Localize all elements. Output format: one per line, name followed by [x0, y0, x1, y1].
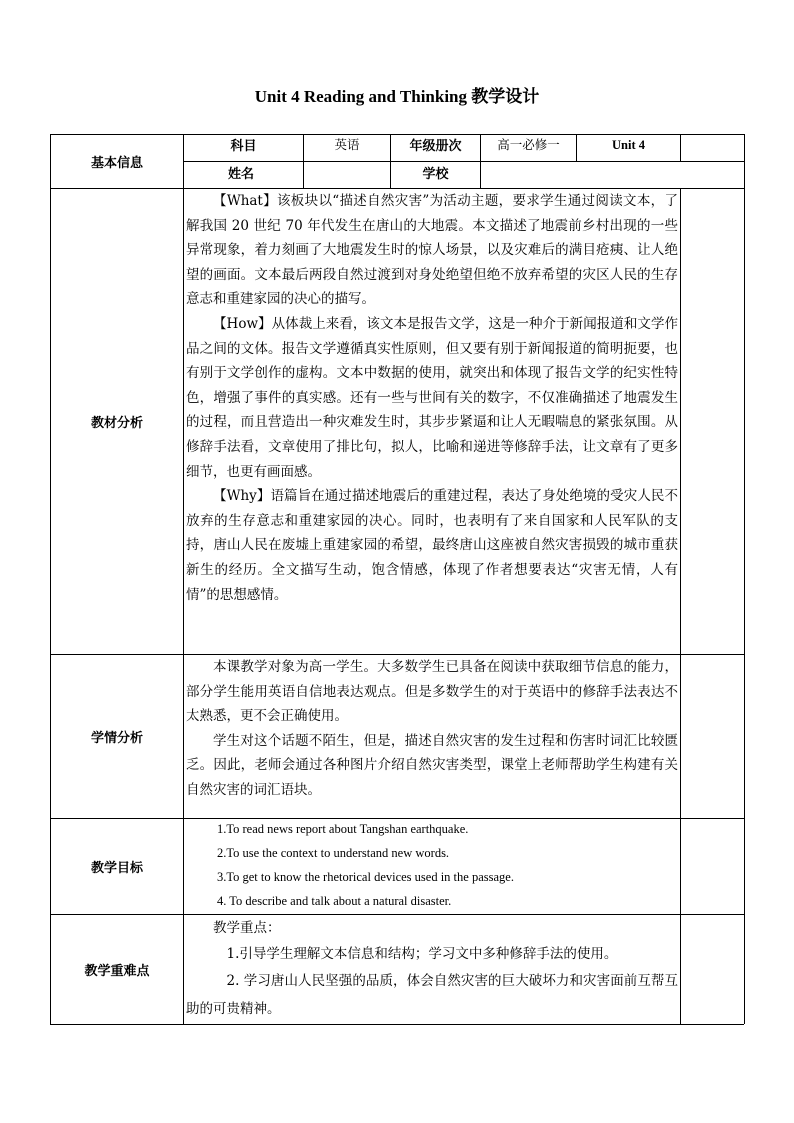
name-label: 姓名 [228, 166, 255, 182]
key-point-item: 1.引导学生理解文本信息和结构；学习文中多种修辞手法的使用。 [226, 946, 618, 962]
analysis-why-paragraph: 【Why】语篇旨在通过描述地震后的重建过程，表达了身处绝境的受灾人民不放弃的生存意志和重建家园的决心。同时，也表明有了来自国家和人民军队的支持，唐山人民在废墟上重建家园的希望，最终唐山这座被自然灾害损毁的城市重获新生的经历。全文描写生动，饱含情感，体现了作者想要表达“灾害无情，人有情”的思想感情。 [186, 488, 678, 603]
objective-item: 2.To use the context to understand new words. [217, 846, 450, 860]
page-title: Unit 4 Reading and Thinking 教学设计 [254, 87, 540, 106]
students-paragraph-2: 学生对这个话题不陌生，但是，描述自然灾害的发生过程和伤害时词汇比较匮乏。因此，老师会通过各种图片介绍自然灾害类型，课堂上老师帮助学生构建有关自然灾害的词汇语块。 [186, 732, 678, 798]
key-points-label: 教学重难点 [84, 964, 150, 979]
students-paragraph-1: 本课教学对象为高一学生。大多数学生已具备在阅读中获取细节信息的能力，部分学生能用英语自信地表达观点。但是多数学生的对于英语中的修辞手法表达不太熟悉，更不会正确使用。 [186, 659, 678, 725]
students-label: 学情分析 [90, 731, 143, 746]
objective-item: 3.To get to know the rhetorical devices used in the passage. [217, 870, 514, 884]
objective-item: 1.To read news report about Tangshan earthquake. [217, 822, 469, 836]
key-points-content [186, 915, 678, 1023]
analysis-how-paragraph: 【How】从体裁上来看，该文本是报告文学，这是一种介于新闻报道和文学作品之间的文体。报告文学遵循真实性原则，但又要有别于新闻报道的简明扼要，也有别于文学创作的虚构。文本中数据的使用，就突出和体现了报告文学的纪实性特色，增强了事件的真实感。还有一些与世间有关的数字，不仅准确描述了地震发生的过程，而且营造出一种灾难发生时，其步步紧逼和让人无暇喘息的紧张氛围。从修辞手法看，文章使用了排比句，拟人，比喻和递进等修辞手法，让文章有了更多细节，也更有画面感。 [186, 315, 678, 480]
grade-value: 高一必修一 [497, 137, 560, 152]
key-point-item: 2. 学习唐山人民坚强的品质，体会自然灾害的巨大破坏力和灾害面前互帮互助的可贵精神。 [186, 973, 678, 1017]
analysis-content [186, 189, 678, 607]
objectives-list [217, 817, 677, 913]
objective-item: 4. To describe and talk about a natural disaster. [217, 894, 452, 908]
grade-label: 年级册次 [409, 138, 462, 154]
analysis-what-paragraph: 【What】该板块以“描述自然灾害”为活动主题，要求学生通过阅读文本，了解我国 20 世纪 70 年代发生在唐山的大地震。本文描述了地震前乡村出现的一些异常现象，着力刻画了大地震发生时的惊人场景，以及灾难后的满目疮痍、让人绝望的画面。文本最后两段自然过渡到对身处绝望但绝不放弃希望的灾区人民的生存意志和重建家园的决心的描写。 [186, 193, 678, 308]
students-content [186, 655, 678, 803]
unit-value: Unit 4 [612, 137, 645, 152]
analysis-label: 教材分析 [90, 416, 143, 431]
school-label: 学校 [422, 166, 449, 182]
subject-label: 科目 [230, 138, 257, 154]
subject-value: 英语 [334, 137, 360, 152]
key-points-heading: 教学重点： [213, 920, 281, 936]
basic-info-label: 基本信息 [90, 156, 143, 171]
objectives-label: 教学目标 [90, 861, 143, 876]
